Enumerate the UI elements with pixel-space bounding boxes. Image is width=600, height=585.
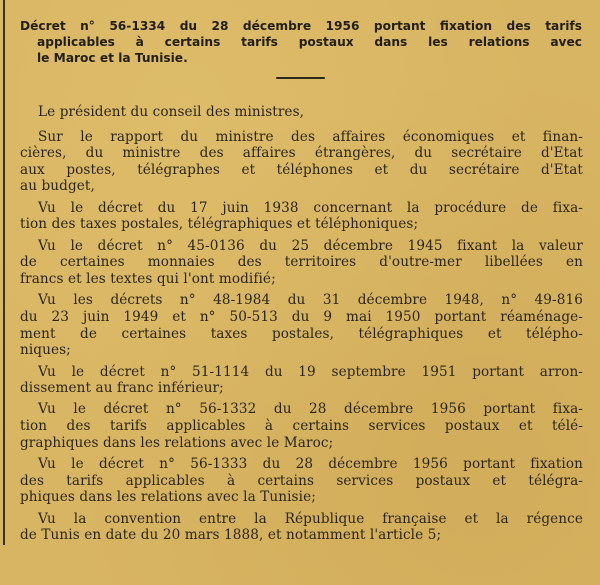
paragraph-line: des tarifs applicables à certains services postaux et télégra- <box>20 472 583 489</box>
paragraph-vu-56-1332 <box>20 401 583 451</box>
paragraph-line: aux postes, télégraphes et téléphones et du secrétaire d'Etat <box>20 161 583 178</box>
paragraph-line: phiques dans les relations avec la Tunisie; <box>20 489 316 506</box>
paragraph-vu-56-1333 <box>20 456 583 506</box>
paragraph-vu-decrets-1948-1950 <box>20 292 583 358</box>
paragraph-line: Vu le décret n° 56-1332 du 28 décembre 1956 portant fixa- <box>38 401 583 418</box>
opening-line <box>20 104 583 121</box>
paragraph-line: Vu le décret n° 56-1333 du 28 décembre 1956 portant fixation <box>38 456 583 473</box>
title-line: Décret n° 56-1334 du 28 décembre 1956 portant fixation des tarifs <box>20 19 582 33</box>
paragraph-line: de Tunis en date du 20 mars 1888, et notamment l'article 5; <box>20 527 442 544</box>
paragraph-line: Vu la convention entre la République française et la régence <box>38 510 583 527</box>
paragraph-line: tion des taxes postales, télégraphiques et téléphoniques; <box>20 216 419 233</box>
paragraph-line: Vu le décret du 17 juin 1938 concernant la procédure de fixa- <box>38 199 583 216</box>
paragraph-vu-1938 <box>20 200 583 233</box>
left-column-rule <box>3 0 5 545</box>
paragraph-vu-51-1114 <box>20 364 583 397</box>
paragraph-line: Vu les décrets n° 48-1984 du 31 décembre 1948, n° 49-816 <box>38 292 583 309</box>
paragraph-line: cières, du ministre des affaires étrangères, du secrétaire d'Etat <box>20 145 583 162</box>
paragraph-vu-45-0136 <box>20 238 583 288</box>
paragraph-line: Vu le décret n° 51-1114 du 19 septembre 1951 portant arron- <box>38 363 583 380</box>
paragraph-line: de certaines monnaies des territoires d'outre-mer libellées en <box>20 254 583 271</box>
paragraph-line: graphiques dans les relations avec le Maroc; <box>20 434 334 451</box>
title-line: applicables à certains tarifs postaux dans les relations avec <box>37 35 582 49</box>
opening-text: Le président du conseil des ministres, <box>38 104 305 120</box>
paragraph-line: dissement au franc inférieur; <box>20 380 224 397</box>
paragraph-line: francs et les textes qui l'ont modifié; <box>20 270 276 287</box>
decree-title <box>20 18 582 66</box>
paragraph-line: Vu le décret n° 45-0136 du 25 décembre 1945 fixant la valeur <box>38 237 583 254</box>
paragraph-line: au budget, <box>20 178 95 195</box>
paragraph-line: Sur le rapport du ministre des affaires économiques et finan- <box>38 128 583 145</box>
paragraph-vu-convention-1888 <box>20 511 583 544</box>
title-line: le Maroc et la Tunisie. <box>37 51 188 65</box>
paragraph-rapport <box>20 129 583 195</box>
paragraph-line: tion des tarifs applicables à certains services postaux et télé- <box>20 418 583 435</box>
paragraph-line: niques; <box>20 342 71 359</box>
decree-body <box>20 104 583 549</box>
title-separator-rule <box>276 77 325 79</box>
paragraph-line: ment de certaines taxes postales, télégraphiques et télépho- <box>20 325 583 342</box>
paragraph-line: du 23 juin 1949 et n° 50-513 du 9 mai 1950 portant réaménage- <box>20 308 583 325</box>
